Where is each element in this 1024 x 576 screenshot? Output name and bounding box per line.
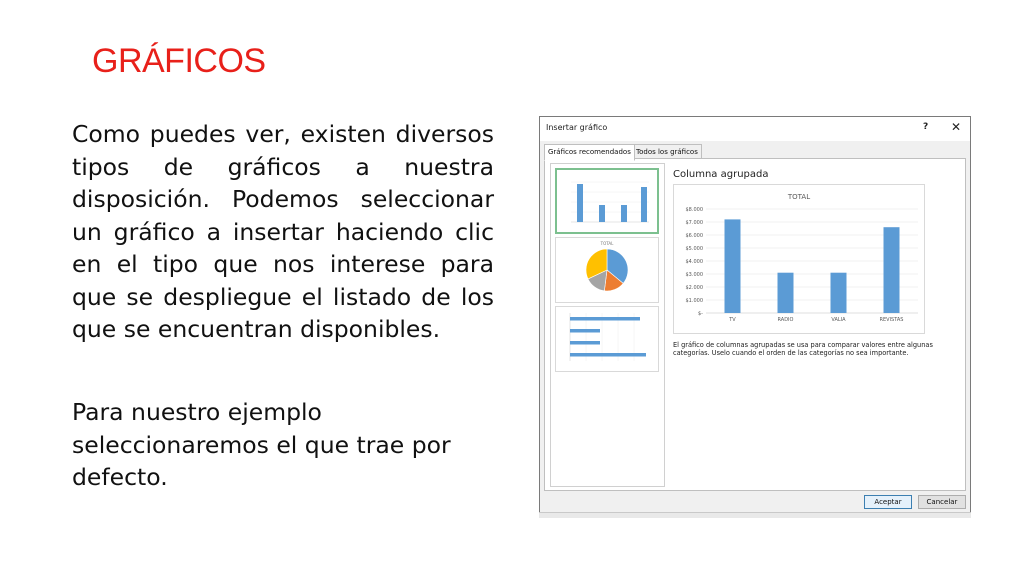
bar bbox=[884, 227, 900, 313]
bar bbox=[725, 219, 741, 313]
paragraph-intro: Como puedes ver, existen diversos tipos de gráficos a nuestra disposición. Podemos seleccionar un gráfico a insertar haciendo clic en el tipo que nos interese para que se despliegue el listado de los que se encuentran disponibles. bbox=[72, 120, 494, 343]
dialog-titlebar bbox=[540, 117, 970, 141]
x-tick-label: TV bbox=[729, 317, 736, 323]
tab-all-charts[interactable]: Todos los gráficos bbox=[632, 144, 702, 160]
tab-recommended-charts[interactable]: Gráficos recomendados bbox=[544, 144, 635, 161]
bar bbox=[778, 273, 794, 313]
help-icon[interactable]: ? bbox=[923, 122, 929, 132]
thumbnail-clustered-bar[interactable] bbox=[555, 306, 659, 372]
chart-thumbnail-list[interactable] bbox=[550, 163, 665, 487]
bar bbox=[831, 273, 847, 313]
tab-panel bbox=[544, 158, 966, 491]
pie-title: TOTAL bbox=[600, 241, 614, 246]
bar-chart-icon bbox=[556, 307, 658, 371]
preview-title: Columna agrupada bbox=[673, 169, 769, 180]
y-tick-label: $2.000 bbox=[685, 285, 703, 291]
y-tick-label: $- bbox=[698, 311, 703, 317]
accept-button[interactable]: Aceptar bbox=[864, 495, 912, 509]
thumbnail-clustered-column[interactable] bbox=[555, 168, 659, 234]
cancel-button[interactable]: Cancelar bbox=[918, 495, 966, 509]
y-tick-label: $7.000 bbox=[685, 220, 703, 226]
y-tick-label: $1.000 bbox=[685, 298, 703, 304]
chart-preview bbox=[673, 184, 925, 334]
y-tick-label: $5.000 bbox=[685, 246, 703, 252]
column-chart-preview bbox=[674, 185, 924, 333]
column-chart-icon bbox=[557, 170, 657, 232]
thumbnail-pie[interactable] bbox=[555, 237, 659, 303]
x-tick-label: VALIA bbox=[831, 317, 846, 323]
x-tick-label: REVISTAS bbox=[879, 317, 904, 323]
x-tick-label: RADIO bbox=[777, 317, 794, 323]
insert-chart-dialog bbox=[539, 116, 971, 517]
paragraph-example: Para nuestro ejemplo seleccionaremos el que trae por defecto. bbox=[72, 398, 451, 491]
dialog-title: Insertar gráfico bbox=[546, 123, 608, 132]
slide-title: GRÁFICOS bbox=[92, 42, 266, 80]
pie-chart-icon bbox=[556, 238, 658, 302]
y-tick-label: $3.000 bbox=[685, 272, 703, 278]
y-tick-label: $6.000 bbox=[685, 233, 703, 239]
y-tick-label: $8.000 bbox=[685, 207, 703, 213]
chart-description: El gráfico de columnas agrupadas se usa para comparar valores entre algunas categorías. Uselo cuando el orden de las categorías no sea importante. bbox=[673, 341, 933, 357]
close-icon[interactable]: ✕ bbox=[951, 120, 962, 134]
y-tick-label: $4.000 bbox=[685, 259, 703, 265]
background-strip bbox=[539, 512, 971, 518]
chart-title: TOTAL bbox=[787, 193, 811, 201]
